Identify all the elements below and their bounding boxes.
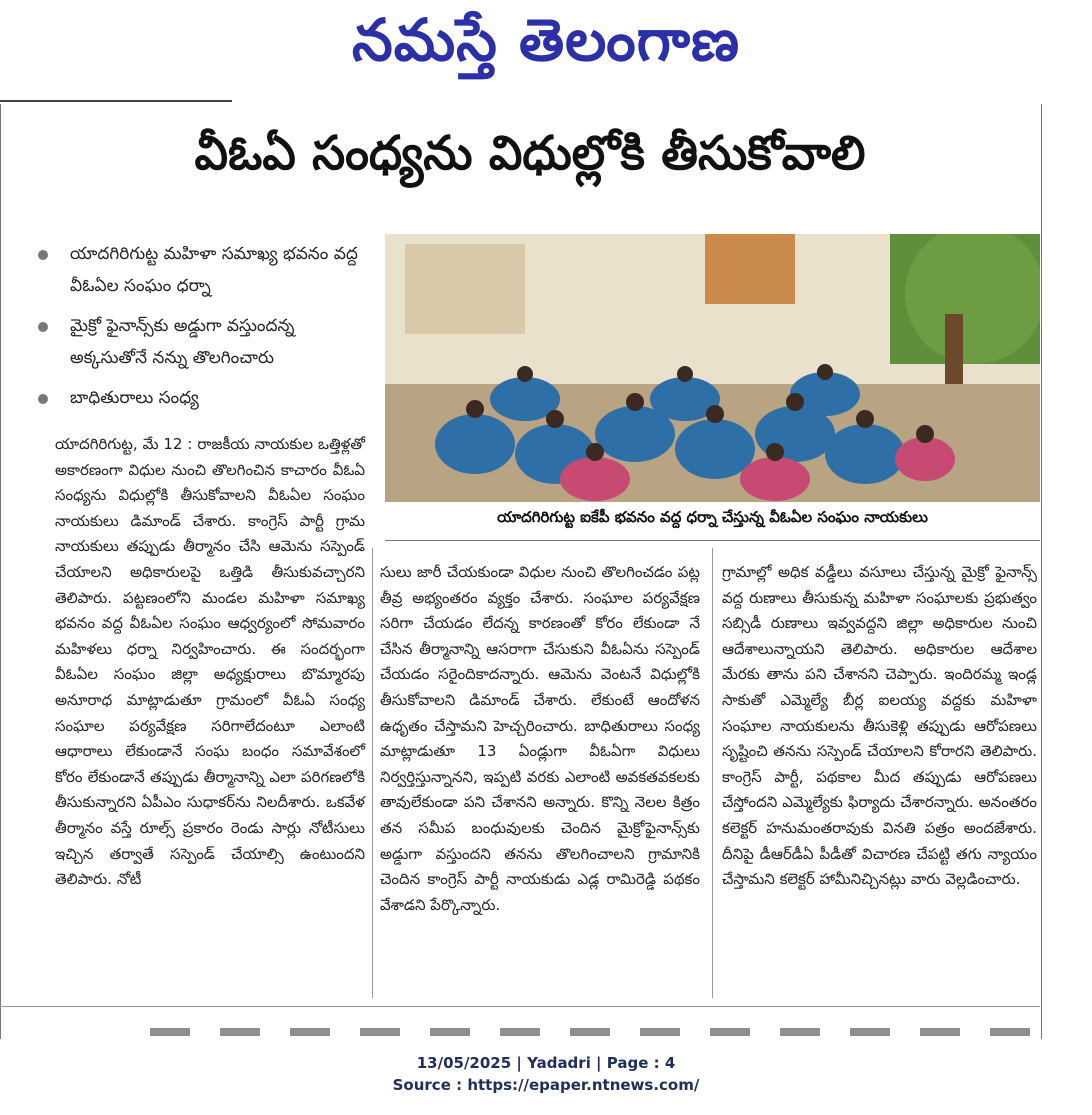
protest-photo-illustration: [385, 234, 1040, 502]
highlight-text: బాధితురాలు సంధ్య: [70, 388, 199, 408]
caption-divider: [385, 540, 1040, 541]
protest-photo: [385, 234, 1040, 502]
highlight-item: [30, 382, 365, 414]
masthead-divider: [0, 100, 232, 102]
masthead: [0, 0, 1092, 100]
article-column-1: యాదగిరిగుట్ట, మే 12 : రాజకీయ నాయకుల ఒత్తిళ్లతో అకారణంగా విధుల నుంచి తొలగించిన కాచారం వీఓఏ సంధ్యను విధుల్లోకి తీసుకోవాలని వీఓఏల సంఘం నాయకులు డిమాండ్ చేశారు. కాంగ్రెస్ పార్టీ గ్రామ నాయకులు తప్పుడు తీర్మానం చేసి ఆమెను సస్పెండ్ చేయాలని అధికారులపై ఒత్తిడి తీసుకువచ్చారని తెలిపారు. పట్టణంలోని మండల మహిళా సమాఖ్య భవనం వద్ద వీఓఏల సంఘం ఆధ్వర్యంలో సోమవారం మహిళలు ధర్నా నిర్వహించారు. ఈ సందర్భంగా వీఓఏల సంఘం జిల్లా అధ్యక్షురాలు బొమ్మారపు అనూరాధ మాట్లాడుతూ గ్రామంలో వీఓఏ సంధ్య సంఘాల పర్యవేక్షణ సరిగాలేదంటూ ఎలాంటి ఆధారాలు లేకుండానే సంఘ బంధం సమావేశంలో కోరం లేకుండానే తప్పుడు తీర్మానాన్ని ఎలా పరిగణలోకి తీసుకున్నారని ఏపీఎం సుధాకర్‌ను నిలదీశారు. ఒకవేళ తీర్మానం వస్తే రూల్స్ ప్రకారం రెండు సార్లు నోటీసులు ఇచ్చిన తర్వాతే సస్పెండ్ చేయాల్సి ఉంటుందని తెలిపారు. నోటీ: [55, 435, 365, 889]
newspaper-logo: నమస్తే తెలంగాణ: [352, 6, 740, 74]
highlight-item: [30, 310, 365, 374]
bullet-dot-icon: [38, 250, 48, 260]
bullet-dot-icon: [38, 394, 48, 404]
highlights-list: [30, 238, 365, 422]
article-column-3: గ్రామాల్లో అధిక వడ్డీలు వసూలు చేస్తున్న మైక్రో ఫైనాన్స్ వద్ద రుణాలు తీసుకున్న మహిళా సంఘాలకు ప్రభుత్వం సబ్సిడీ రుణాలు ఇవ్వవద్దని జిల్లా అధికారుల నుంచి ఆదేశాలున్నాయని తెలిపారు. అధికారుల ఆదేశాల మేరకు తాను పని చేశానని చెప్పారు. ఇందిరమ్మ ఇండ్ల సాకుతో ఎమ్మెల్యే బీర్ల ఐలయ్య వద్దకు మహిళా సంఘాల నాయకులను తీసుకెళ్లి తప్పుడు ఆరోపణలు సృష్టించి తనను సస్పెండ్ చేయాలని కోరారని తెలిపారు. కాంగ్రెస్ పార్టీ, పథకాల మీద తప్పుడు ఆరోపణలు చేస్తోందని ఎమ్మెల్యేకు ఫిర్యాదు చేశారన్నారు. అనంతరం కలెక్టర్ హనుమంతరావుకు వినతి పత్రం అందజేశారు. దీనిపై డీఆర్‌డీఏ పీడీతో విచారణ చేపట్టి తగు న్యాయం చేస్తామని కలెక్టర్ హామీనిచ్చినట్లు వారు వెల్లడించారు.: [722, 563, 1037, 889]
bullet-dot-icon: [38, 322, 48, 332]
article-column-2: సులు జారీ చేయకుండా విధుల నుంచి తొలగించడం పట్ల తీవ్ర అభ్యంతరం వ్యక్తం చేశారు. సంఘాల పర్యవేక్షణ సరిగా చేయడం లేదన్న కారణంతో కోరం లేకుండా నే చేసిన తీర్మానాన్ని ఆసరాగా చేసుకుని వీఓఏను సస్పెండ్ చేయడం సరైందికాదన్నారు. ఆమెను వెంటనే విధుల్లోకి తీసుకోవాలని డిమాండ్ చేశారు. లేకుంటే ఆందోళన ఉధృతం చేస్తామని హెచ్చరించారు. బాధితురాలు సంధ్య మాట్లాడుతూ 13 ఏండ్లుగా వీఓఏగా విధులు నిర్వర్తిస్తున్నానని, ఇప్పటి వరకు ఎలాంటి అవకతవకలకు తావులేకుండా పని చేశానని అన్నారు. కొన్ని నెలల కిత్రం తన సమీప బంధువులకు చెందిన మైక్రోఫైనాన్స్‌కు అడ్డుగా వస్తుందని తనను తొలగించాలని గ్రామానికి చెందిన కాంగ్రెస్ పార్టీ నాయకుడు ఎడ్ల రామిరెడ్డి పథకం వేశాడని పేర్కొన్నారు.: [380, 563, 700, 914]
article-headline: వీఓఏ సంధ్యను విధుల్లోకి తీసుకోవాలి: [194, 126, 866, 181]
footer-date-edition: 13/05/2025 | Yadadri | Page : 4: [416, 1054, 676, 1072]
cropped-text-strip: [150, 1028, 1030, 1036]
photo-caption: యాదగిరిగుట్ట ఐకేపీ భవనం వద్ద ధర్నా చేస్తున్న వీఓఏల సంఘం నాయకులు: [497, 508, 928, 526]
highlight-text: యాదగిరిగుట్ట మహిళా సమాఖ్య భవనం వద్ద వీఓఏల సంఘం ధర్నా: [70, 244, 358, 296]
bottom-divider: [0, 1006, 1040, 1007]
column-divider: [712, 548, 713, 998]
footer-source-link[interactable]: Source : https://epaper.ntnews.com/: [392, 1076, 700, 1094]
column-divider: [372, 548, 373, 998]
highlight-text: మైక్రో ఫైనాన్స్‌కు అడ్డుగా వస్తుందన్న అక్కసుతోనే నన్ను తొలగించారు: [70, 316, 295, 368]
page-footer: [0, 1052, 1092, 1096]
highlight-item: [30, 238, 365, 302]
